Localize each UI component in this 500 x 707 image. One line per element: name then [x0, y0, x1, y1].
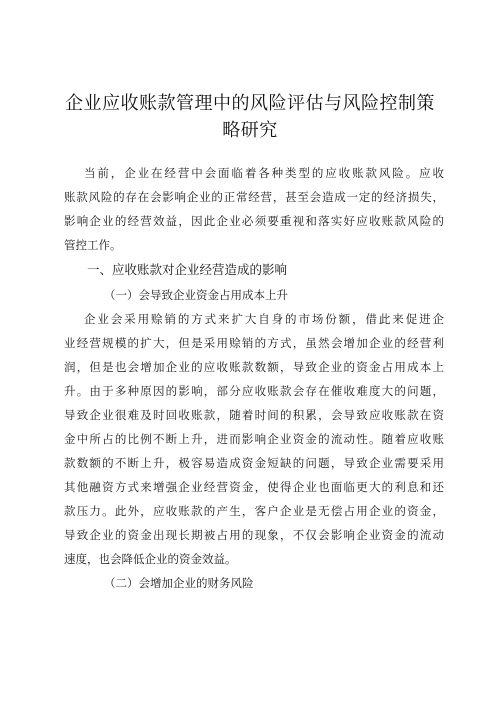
- paragraph-line-1: 企业会采用赊销的方式来扩大自身的市场份额，借此来促进企: [84, 312, 444, 326]
- section-heading-1: 一、应收账款对企业经营造成的影响: [87, 262, 288, 277]
- paragraph-line-3: 润，但是也会增加企业的应收账款数额，导致企业的资金占用成本上: [64, 360, 444, 374]
- paragraph-line-6: 金中所占的比例不断上升，进而影响企业资金的流动性。随着应收账: [64, 432, 444, 446]
- document-title-line-2: 略研究: [222, 120, 278, 141]
- paragraph-line-5: 导致企业很难及时回收账款，随着时间的积累，会导致应收账款在资: [64, 408, 444, 422]
- document-title-line-1: 企业应收账款管理中的风险评估与风险控制策: [65, 93, 435, 114]
- subsection-heading-2: （二）会增加企业的财务风险: [104, 576, 254, 590]
- paragraph-line-2: 业经营规模的扩大，但是采用赊销的方式，虽然会增加企业的经营利: [64, 336, 444, 350]
- paragraph-line-10: 导致企业的资金出现长期被占用的现象，不仅会影响企业资金的流动: [64, 528, 444, 542]
- intro-line-2: 账款风险的存在会影响企业的正常经营，甚至会造成一定的经济损失，: [64, 190, 444, 204]
- paragraph-line-8: 其他融资方式来增强企业经营资金，使得企业也面临更大的利息和还: [64, 480, 444, 494]
- paragraph-line-7: 款数额的不断上升，极容易造成资金短缺的问题，导致企业需要采用: [64, 456, 444, 470]
- subsection-heading-1: （一）会导致企业资金占用成本上升: [104, 288, 288, 302]
- intro-line-1: 当前，企业在经营中会面临着各种类型的应收账款风险。应收: [84, 166, 444, 180]
- paragraph-line-4: 升。由于多种原因的影响，部分应收账款会存在催收难度大的问题，: [64, 384, 444, 398]
- intro-line-4: 管控工作。: [64, 238, 122, 252]
- paragraph-line-11: 速度，也会降低企业的资金效益。: [64, 552, 237, 566]
- paragraph-line-9: 款压力。此外，应收账款的产生，客户企业是无偿占用企业的资金，: [64, 504, 444, 518]
- intro-line-3: 影响企业的经营效益，因此企业必须要重视和落实好应收账款风险的: [64, 214, 444, 228]
